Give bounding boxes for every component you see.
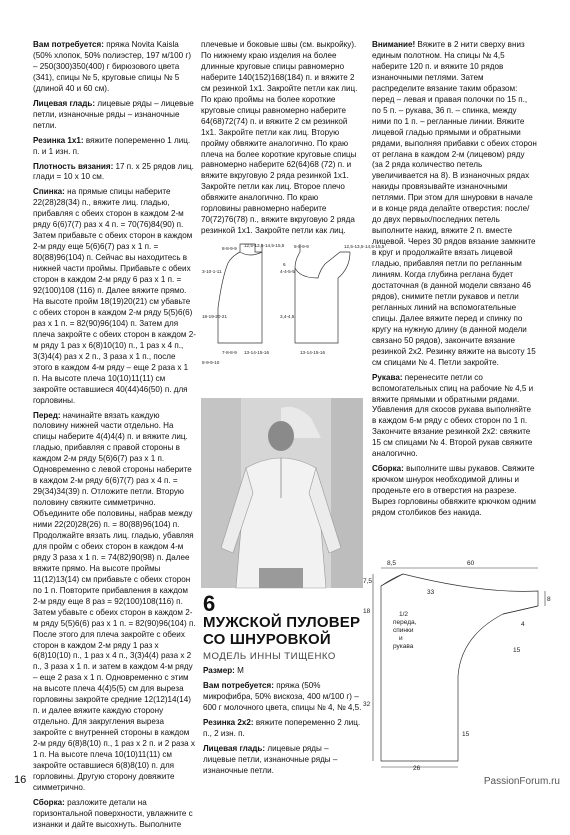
dim-33: 33	[427, 589, 435, 596]
dim-15: 15	[462, 731, 470, 738]
dim-26: 26	[413, 765, 421, 772]
dim-3-4: 3,4-4,5	[280, 314, 295, 319]
dim-8-9: 8-8-9-9	[222, 246, 237, 251]
dim-12-5b: 12,5-13,5-14,5-15,5	[344, 244, 385, 249]
dim-4: 4	[521, 621, 525, 628]
column-1	[33, 40, 196, 835]
rib-paragraph: Резинка 1х1: вяжите попеременно 1 лиц. п. и 1 изн. п.	[33, 135, 191, 156]
materials-2-paragraph: Вам потребуется: пряжа (50% микрофибра, 50% вискоза, 400 м/100 г) – 600 г молочного цвета, спицы № 4, № 4,5.	[203, 680, 362, 712]
assembly-paragraph: Сборка: разложите детали на горизонтальной поверхности, увлажните с изнанки и дайте высохнуть. Выполните	[33, 797, 193, 829]
dim-12-5: 12,5-13,5-14,5-15,5	[244, 243, 285, 248]
dim-60: 60	[467, 560, 475, 567]
gauge-paragraph: Плотность вязания: 17 п. х 25 рядов лиц. глади = 10 х 10 см.	[33, 161, 194, 182]
pattern-diagram-2	[363, 556, 563, 771]
dim-8: 8	[547, 596, 551, 603]
model-title: МУЖСКОЙ ПУЛОВЕР СО ШНУРОВКОЙ	[203, 614, 361, 648]
dim-18: 18-19-20-21	[202, 314, 228, 319]
watermark: PassionForum.ru	[483, 776, 560, 787]
dim-4-4: 4-4-5-5	[280, 269, 295, 274]
assembly-3-paragraph: Сборка: выполните швы рукавов. Свяжите крючком шнурок необходимой длины и проденьте его в отверстия на разрезе. Вырез горловины обвяжите крючком одним рядом столбиков без накида.	[372, 464, 536, 518]
label-front: переда,	[393, 619, 417, 626]
dim-13-14: 13-14-15-16	[244, 350, 270, 355]
rib-2-paragraph: Резинка 2х2: вяжите попеременно 2 лиц. п., 2 изн. п.	[203, 717, 361, 738]
dim-32: 32	[363, 701, 371, 708]
model-author: МОДЕЛЬ ИННЫ ТИЩЕНКО	[203, 651, 336, 662]
model-photo	[201, 398, 363, 588]
materials-paragraph: Вам потребуется: пряжа Novita Kaisla (50% хлопок, 50% полиэстер, 197 м/100 г) – 250(300)350(400) г бирюзового цвета (341), спицы № 5, круговые спицы № 5 (длиной 40 и 60 см).	[33, 40, 192, 93]
stockinette-paragraph: Лицевая гладь: лицевые ряды – лицевые петли, изнаночные ряды – изнаночные петли.	[33, 98, 194, 130]
dim-8-5: 8,5	[387, 560, 397, 567]
pattern-diagram-1	[200, 238, 385, 370]
label-and: и	[399, 635, 403, 642]
front-paragraph: Перед: начинайте вязать каждую половину нижней части отдельно. На спицы наберите 4(4)4(4) п. и вяжите лиц. гладью, прибавляя с правой стороны в каждом 2-м ряду 5(6)6(7) раз х 1 п. Одновременно с левой стороны наберите в каждом 2-м ряду 6(6)7(7) раз х 4 п. = 29(34)34(39) п. Отложите петли. Вторую половину свяжите симметрично. Объедините обе половины, набрав между ними 22(20)28(26) п. = 80(88)96(104) п. Продолжайте вязать лиц. гладью, убавляя для пройм с обеих сторон в каждом 4-м ряду 3 раза х 1 п. = 74(82)90(98) п. Далее вяжите прямо. На высоте проймы 11(12)13(14) см прибавьте с обеих сторон по 1 п. Повторите прибавления в каждом 2-м ряду еще 8 раз = 92(100)108(116) п. Затем убавьте с обеих сторон в каждом 2-м ряду 5(5)6(6) раз х 1 п. = 82(90)96(104) п. После этого для плеча закройте с обеих сторон в каждом 2-м ряду 1 раз х 6(8)10(10) п., 1 раз х 4 п., 3(3)4(4) раза х 2 п., 3 раза х 1 п. и затем в каждом 4-м ряду – еще 2 раза х 1 п. Одновременно с этим на высоте плеча 4(4)5(5) см для выреза горловины закройте средние 12(12)14(14) п. и далее вяжите каждую сторону отдельно. Для закругления выреза закройте с внутренней стороны в каждом 2-м ряду 6(8)8(10) п., 1 раз х 2 п. и 2 раза х 1 п. На высоте плеча 10(10)11(11) см закройте оставшиеся 6(8)8(10) п. для горловины. Другую сторону довяжите симметрично.	[33, 410, 196, 792]
dim-8-9b: 8-9-9-10	[202, 360, 220, 365]
column-2	[201, 40, 360, 241]
dim-18: 18	[363, 608, 371, 615]
stockinette-2-paragraph: Лицевая гладь: лицевые ряды – лицевые петли, изнаночные ряды – изнаночные петли.	[203, 743, 338, 775]
label-back: спинки	[393, 627, 414, 634]
back-paragraph: Спинка: на прямые спицы наберите 22(28)28(34) п., вяжите лиц. гладью, прибавляя с обеих сторон в каждом 2-м ряду 6(6)7(7) раз х 4 п. = 70(76)84(90) п. Затем прибавьте с обеих сторон в каждом 2-м ряду еще 5(6)6(7) раз х 1 п. = 80(88)96(104) п. Сейчас вы находитесь в нижней части проймы. Прибавьте с обеих сторон в каждом 2-м ряду 6 раз х 1 п. = 92(100)108 (116) п. Далее вяжите прямо. На высоте пройм 18(19)20(21) см убавьте с обеих сторон в каждом 2-м ряду 5(5)6(6) раз х 1 п. = 82(90)96(104) п. Затем для плеча закройте с обеих сторон в каждом 2-м ряду 1 раз х 6(8)10(10) п., 1 раз х 4 п., 3(3)4(4) раз х 2 п., 3 раза х 1 п., после этого в каждом 4-м ряду – еще 2 раза х 1 п. На высоте плеча 10(10)11(11) см закройте оставшиеся 40(44)46(50) п. для горловины.	[33, 187, 196, 405]
assembly-continued: плечевые и боковые швы (см. выкройку). По нижнему краю изделия на более длинные круговые спицы равномерно наберите 140(152)168(184) п. и вяжите 2 см резинкой 1х1. Закройте петли как лиц. По краю проймы на более короткие круговые спицы равномерно наберите 64(68)72(74) п. и вяжите 2 см резинкой 1х1. Закройте петли как лиц. Вторую пройму обвяжите аналогично. По краю плеча на более короткие круговые спицы равномерно наберите 62(64)68 (72) п. и вяжите вкруговую 2 ряда резинкой 1х1. Закройте петли как лиц. Второе плечо обвяжите аналогично. По краю горловины равномерно наберите 70(72)76(78) п., вяжите вкруговую 2 ряда резинкой 1х1. Закройте петли как лиц.	[201, 40, 358, 236]
label-sleeve: рукава	[393, 643, 414, 650]
sleeves-paragraph: Рукава: перенесите петли со вспомогательных спиц на рабочие № 4,5 и вяжите прямыми и обратными рядами. Убавления для скосов рукава выполняйте в каждом 6-м ряду с обеих сторон по 1 п. Закончите вязание резинкой 2х2: свяжите 15 см спицами № 4. Второй рукав свяжите аналогично.	[372, 372, 534, 459]
label-half: 1/2	[399, 611, 409, 618]
page-number: 16	[14, 774, 27, 786]
dim-6: 6	[283, 262, 286, 267]
model-6-specs	[203, 666, 363, 781]
dim-7-5: 7,5	[363, 578, 373, 585]
dim-7-8: 7-8-8-9	[222, 350, 237, 355]
dim-15b: 15	[513, 647, 521, 654]
model-number: 6	[203, 591, 216, 616]
photo-illustration	[201, 398, 363, 588]
dim-8-9c: 8-8-9-9	[294, 244, 309, 249]
attention-paragraph: Внимание! Вяжите в 2 нити сверху вниз единым полотном. На спицы № 4,5 наберите 120 п. и вяжите 10 рядов изнаночными петлями. Затем распределите вязание таким образом: перед – левая и правая полочки по 15 п., по 5 п. – рукава, 36 п. – спинка, между ними по 1 п. – регланные линии. Вяжите лицевой гладью прямыми и обратными рядами, выполняя прибавки с обеих сторон от реглана в каждом 2-м (лицевом) ряду (за 2 ряда количество петель увеличивается на 8). В изнаночных рядах накиды провязывайте изнаночными петлями. При этом для шнуровки в начале и в конце ряда делайте отверстия: после/до двух первых/последних петель выполните накид, вяжите 2 п. вместе лицевой. Через 30 рядов вязание замкните в круг и продолжайте вязать лицевой гладью, прибавляя петли по регланным линиям. Когда глубина реглана будет достаточная (в данной модели связано 46 рядов), снимите петли рукавов и петли регланных линий на вспомогательные спицы. Далее вяжите перед и спинку по кругу на нужную длину (в данной модели связано 50 рядов), закончите вязание резинкой 2х2. Резинку вяжите на высоту 15 см спицами № 4. Петли закройте.	[372, 40, 537, 367]
size-paragraph: Размер: М	[203, 666, 244, 675]
dim-3-10: 3-10-1-11	[202, 269, 222, 274]
column-3	[372, 40, 537, 523]
dim-13-14b: 13-14-15-16	[300, 350, 326, 355]
